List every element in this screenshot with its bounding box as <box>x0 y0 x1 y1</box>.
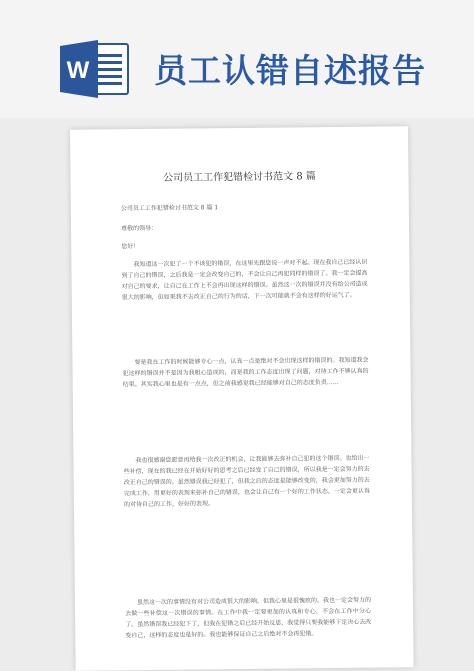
banner <box>0 0 474 118</box>
paragraph-1: 我知道这一次犯了一个不该犯的错误，在这里先跟您说一声对不起。现在我自己已经认识到了自己的错误，之后我是一定会改变自己的，不会让自己再犯同样的错误了。我一定会提高对自己的要求，让自己在工作上不会再出现这样的错误。虽然这一次的错误并没有给公司造成很大的影响，但如果我不去改正自己的行为的话，下一次可能就不会有这样的好运气了。 <box>121 258 368 302</box>
document-subtitle: 公司员工工作犯错检讨书范文 8 篇 1 <box>120 204 219 213</box>
salutation: 尊敬的领导： <box>121 224 158 233</box>
paragraph-3: 我也很感谢您愿意再给我一次改正的机会，让我能够去弥补自己犯的这个错误。也给出一些补偿，现在的我已经在开始好好的思考之后已经发了自己的错误，所以我是一定会努力的去改正自己的错误的。虽然错误我已经犯了，但我之后的态度是能够改变的，我会更加努力的去完成工作，用更好的表现来弥补自己的错误，也会让自己有一个好的工作状态，一定会更认真的对待自己的工作，好好的表现。 <box>123 454 370 509</box>
paragraph-2: 要是我在工作的时候能够专心一点，认真一点是绝对不会出现这样的错误的。我知道我会犯这样的错误并不是因为我粗心造成的，而是我的工作态度出现了问题，对待工作不够认真的结果。其实我心里也是有一点点，但之前我感觉我已经能够对自己的态度负责…… <box>122 356 369 389</box>
document-title: 公司员工工作犯错检讨书范文 8 篇 <box>163 171 316 184</box>
paragraph-4: 虽然这一次的事情没有对公司造成很大的影响，但我心里是很愧疚的。我也一定会努力的去做一些补偿这一次错误的事情。在工作中我一定要更加的认真和专心，不会在工作中分心了。虽然错误我已经犯下了，但我在犯错之后已经开始反思，我觉得只要我能够下定决心去改变自己，这样的态度也是好的。我也能够保证自己之后绝对不会再犯错。 <box>125 596 372 640</box>
word-logo-letter: W <box>66 57 90 84</box>
banner-title: 员工认错自述报告 <box>154 51 426 90</box>
document-page <box>70 126 414 671</box>
word-document-icon <box>60 38 130 100</box>
greeting: 您好！ <box>121 243 140 251</box>
